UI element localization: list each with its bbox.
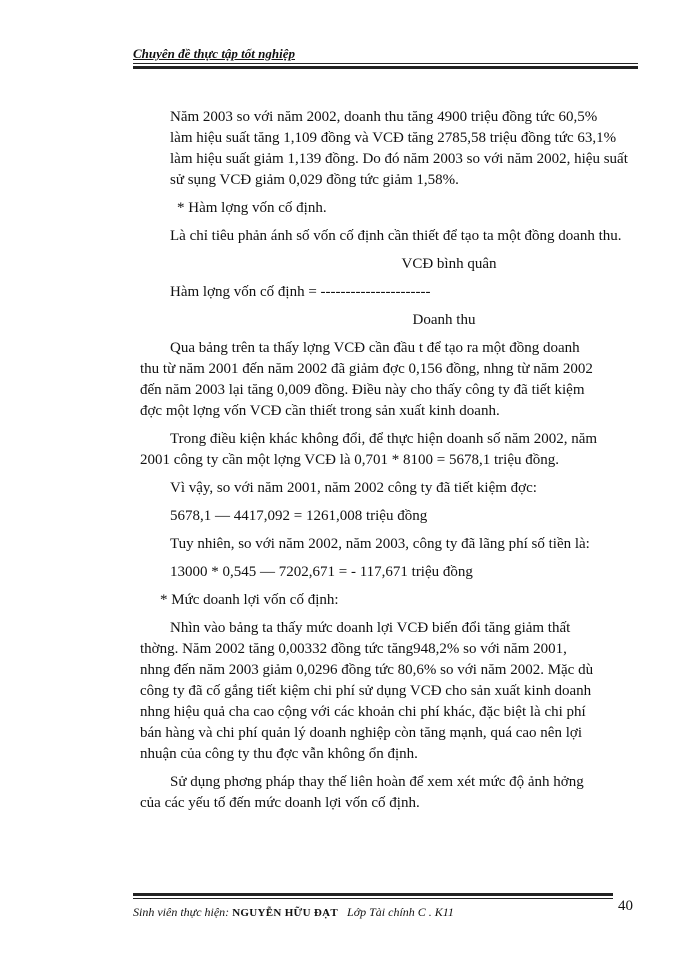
text-line: Sử dụng phơng pháp thay thế liên hoàn để xem xét mức độ ảnh hởng — [170, 774, 584, 790]
header-title: Chuyên đề thực tập tốt nghiệp — [133, 46, 295, 61]
paragraph-profitability — [140, 618, 638, 765]
text-line: Nhìn vào bảng ta thấy mức doanh lợi VCĐ biến đổi tăng giảm thất — [170, 620, 571, 636]
text-line: làm hiệu suất tăng 1,109 đồng và VCĐ tăng 2785,58 triệu đồng tức 63,1% — [170, 130, 617, 146]
text-line: công ty đã cố gắng tiết kiệm chi phí sử dụng VCĐ cho sản xuất kinh doanh — [140, 683, 592, 699]
section-heading-ham-luong: * Hàm lợng vốn cố định. — [177, 200, 327, 216]
text-line: sử sụng VCĐ giảm 0,029 đồng tức giảm 1,58%. — [170, 172, 459, 188]
paragraph-waste: Tuy nhiên, so với năm 2002, năm 2003, công ty đã lãng phí số tiền là: — [170, 536, 590, 552]
student-name: NGUYỄN HỮU ĐẠT — [232, 907, 339, 919]
text-line: đến năm 2003 lại tăng 0,009 đồng. Điều này cho thấy công ty đã tiết kiệm — [140, 382, 585, 398]
document-body — [140, 107, 638, 814]
formula-numerator: VCĐ bình quân — [401, 256, 497, 272]
student-label: Sinh viên thực hiện: — [133, 905, 230, 919]
text-line: Qua bảng trên ta thấy lợng VCĐ cần đầu t để tạo ra một đồng doanh — [170, 340, 580, 356]
header-rule-thick — [133, 66, 638, 69]
calculation-waste: 13000 * 0,545 — 7202,671 = - 117,671 triệu đồng — [170, 564, 473, 580]
class-label: Lớp Tài chính C . K11 — [347, 905, 454, 919]
paragraph-method — [140, 772, 638, 814]
text-line: Trong điều kiện khác không đổi, để thực hiện doanh số năm 2002, năm — [170, 431, 598, 447]
text-line: thờng. Năm 2002 tăng 0,00332 đồng tức tăng948,2% so với năm 2001, — [140, 641, 567, 657]
formula-denominator: Doanh thu — [412, 312, 476, 328]
text-line: 2001 công ty cần một lợng VCĐ là 0,701 * 8100 = 5678,1 triệu đồng. — [140, 452, 559, 468]
footer-rule-thin — [133, 898, 613, 899]
text-line: bán hàng và chi phí quản lý doanh nghiệp còn tăng mạnh, quá cao nên lợi — [140, 725, 582, 741]
calculation-savings: 5678,1 — 4417,092 = 1261,008 triệu đồng — [170, 508, 428, 524]
page-number: 40 — [618, 898, 633, 914]
paragraph-savings: Vì vậy, so với năm 2001, năm 2002 công ty đã tiết kiệm đợc: — [170, 480, 537, 496]
section-heading-muc-doanh-loi: * Mức doanh lợi vốn cố định: — [160, 592, 339, 608]
text-line: của các yếu tố đến mức doanh lợi vốn cố định. — [140, 795, 420, 811]
text-line: nhng đến năm 2003 giảm 0,0296 đồng tức 80,6% so với năm 2002. Mặc dù — [140, 662, 594, 678]
header-rule-thin — [133, 63, 638, 64]
text-line: nhng hiệu quả cha cao cộng với các khoản chi phí khác, đặc biệt là chi phí — [140, 704, 586, 720]
text-line: làm hiệu suất giảm 1,139 đồng. Do đó năm 2003 so với năm 2002, hiệu suất — [170, 151, 628, 167]
text-line: đợc một lợng vốn VCĐ cần thiết trong sản xuất kinh doanh. — [140, 403, 500, 419]
definition-text: Là chỉ tiêu phản ánh số vốn cố định cần thiết để tạo ta một đồng doanh thu. — [170, 228, 622, 244]
formula-label: Hàm lợng vốn cố định = ---------------------- — [170, 284, 431, 300]
paragraph-capital-trend — [140, 338, 638, 422]
text-line: Năm 2003 so với năm 2002, doanh thu tăng 4900 triệu đồng tức 60,5% — [170, 109, 598, 125]
footer-credits — [133, 905, 454, 920]
text-line: nhuận của công ty thu đợc vẫn không ổn định. — [140, 746, 418, 762]
text-line: thu từ năm 2001 đến năm 2002 đã giảm đợc 0,156 đồng, nhng từ năm 2002 — [140, 361, 593, 377]
paragraph-efficiency — [170, 107, 638, 191]
paragraph-revenue-requirement — [140, 429, 638, 471]
footer-rule-thick — [133, 893, 613, 896]
